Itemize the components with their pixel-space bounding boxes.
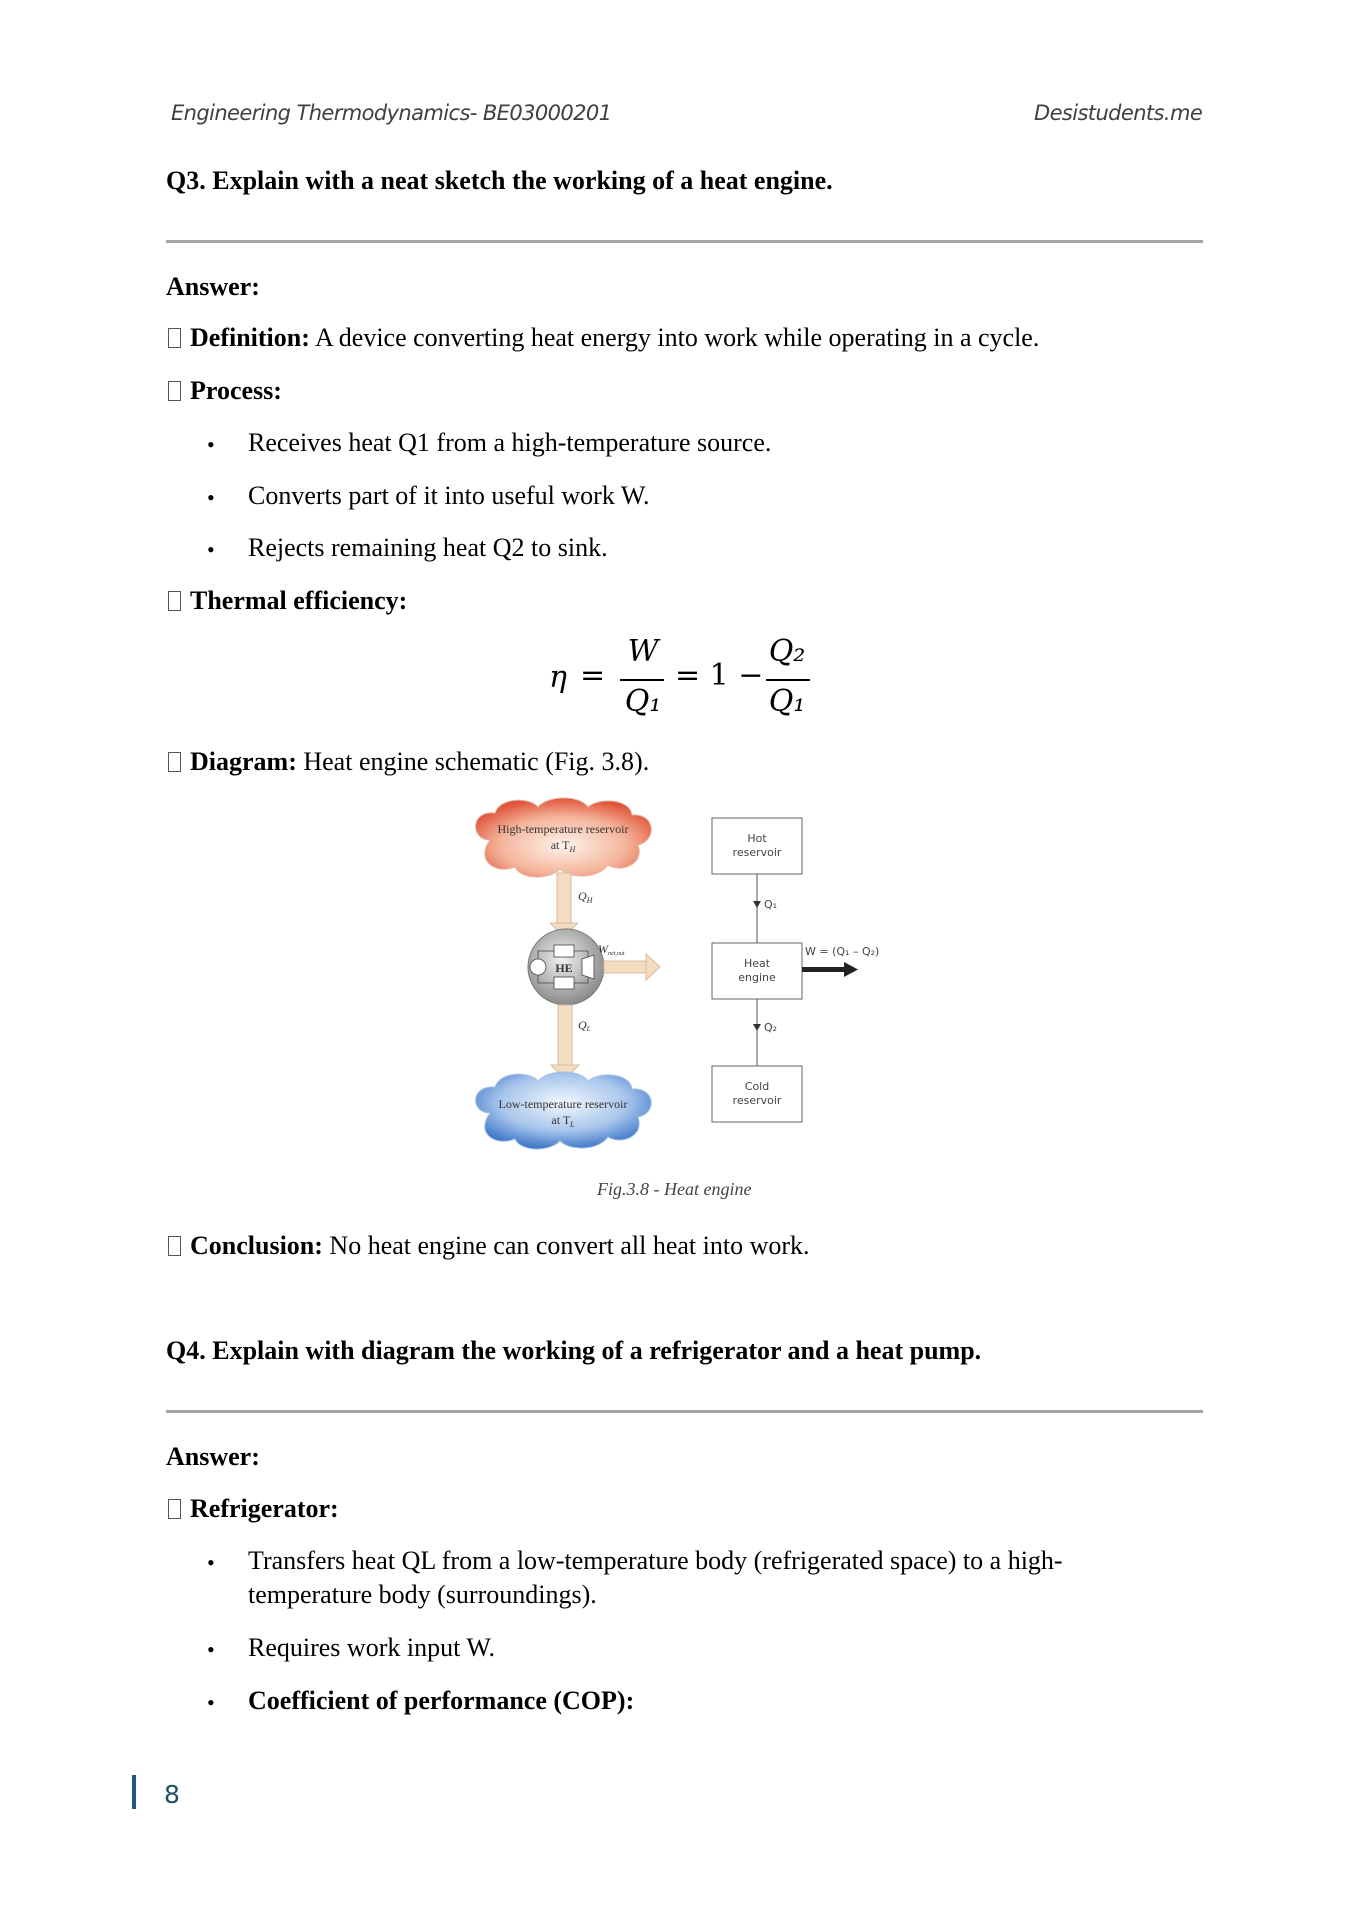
formula-frac1-bar [620,679,664,681]
bullet-icon: • [207,432,215,457]
q3-diagram [168,747,649,777]
process-bullet: Rejects remaining heat Q2 to sink. [248,533,608,562]
q2-arrowhead-icon [753,1024,761,1031]
cold-box-line2: reservoir [732,1094,782,1107]
refrigerator-bullet-continuation: temperature body (surroundings). [248,1580,597,1609]
heat-in-label: $Q_H$ [578,889,593,905]
cold-reservoir-label: Low-temperature reservoir [498,1097,628,1111]
diagram-text: Heat engine schematic (Fig. 3.8). [296,747,650,776]
formula-eta: η [549,660,567,695]
q4-refrigerator [168,1494,339,1524]
hot-reservoir-label: High-temperature reservoir [497,822,629,836]
process-label: Process: [190,376,282,405]
work-arrow-shaft [802,967,846,972]
figure-caption: Fig.3.8 - Heat engine [597,1179,752,1199]
header-course-title: Engineering Thermodynamics- BE03000201 [171,101,612,125]
heat-in-arrow [550,873,578,937]
q1-arrowhead-icon [753,901,761,908]
work-out-arrow [604,954,660,980]
refrigerator-label: Refrigerator: [190,1494,339,1523]
checkbox-glyph-icon [168,1499,181,1519]
work-arrowhead-icon [844,962,858,977]
bullet-icon: • [207,485,215,510]
efficiency-label: Thermal efficiency: [190,586,408,615]
hot-reservoir-temp: at $T_H$ [550,838,576,854]
engine-box-line1: Heat [743,957,771,970]
page-number-bar [132,1775,136,1809]
definition-label: Definition: [190,323,310,352]
checkbox-glyph-icon [168,328,181,348]
q3-divider [166,240,1203,243]
engine-box-line2: engine [738,971,776,984]
bullet-icon: • [207,1637,215,1662]
process-bullet: Converts part of it into useful work W. [248,481,650,510]
heat-out-label: QL [578,1018,591,1033]
process-bullet: Receives heat Q1 from a high-temperature source. [248,428,772,457]
formula-frac2-bar [766,679,810,681]
q2-label: Q₂ [764,1021,778,1034]
heat-out-arrow [551,1005,579,1079]
formula-frac1-numerator: W [627,634,659,669]
conclusion-label: Conclusion: [190,1231,323,1260]
conclusion-text: No heat engine can convert all heat into work. [322,1231,810,1260]
q3-answer-label: Answer: [166,272,260,301]
formula-frac2-denominator: Q₁ [768,684,806,719]
page-number: 8 [164,1780,180,1809]
checkbox-glyph-icon [168,381,181,401]
checkbox-glyph-icon [168,1236,181,1256]
refrigerator-bullet-cop: Coefficient of performance (COP): [248,1686,635,1715]
bullet-icon: • [207,1550,215,1575]
q4-answer-label: Answer: [166,1442,260,1471]
q1-label: Q₁ [764,898,778,911]
hot-box-line2: reservoir [732,846,782,859]
q3-definition [168,323,1039,353]
q3-efficiency [168,586,407,616]
bullet-icon: • [207,537,215,562]
checkbox-glyph-icon [168,591,181,611]
bullet-icon: • [207,1690,215,1715]
definition-text: A device converting heat energy into work while operating in a cycle. [309,323,1040,352]
formula-frac2-numerator: Q₂ [768,634,806,669]
q4-question: Q4. Explain with diagram the working of a refrigerator and a heat pump. [166,1336,982,1365]
refrigerator-bullet: Requires work input W. [248,1633,495,1662]
q3-question: Q3. Explain with a neat sketch the working of a heat engine. [166,166,833,195]
q3-process [168,376,282,406]
formula-one-minus: = 1 − [675,658,764,693]
engine-label: HE [555,961,573,975]
hot-box-line1: Hot [747,832,767,845]
header-site-name: Desistudents.me [1034,101,1203,125]
heat-engine-figure [460,795,910,1180]
work-label: W = (Q₁ – Q₂) [805,945,880,958]
q3-conclusion [168,1231,810,1261]
work-out-label: Wnet,out [598,942,625,957]
cold-box-line1: Cold [744,1080,770,1093]
refrigerator-bullet: Transfers heat QL from a low-temperature body (refrigerated space) to a high- [248,1546,1063,1575]
diagram-label: Diagram: [190,747,297,776]
checkbox-glyph-icon [168,752,181,772]
cold-reservoir-temp: at $T_L$ [551,1113,575,1129]
q4-divider [166,1410,1203,1413]
formula-equals: = [580,658,606,693]
formula-frac1-denominator: Q₁ [624,684,662,719]
